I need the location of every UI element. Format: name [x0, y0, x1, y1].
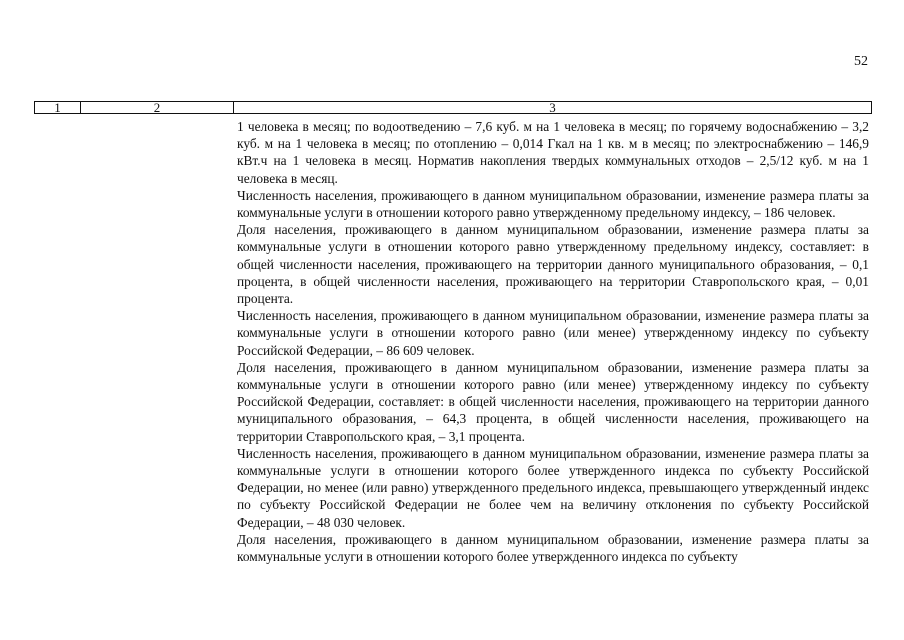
paragraph: Численность населения, проживающего в данном муниципальном образовании, изменение размера платы за коммунальные услуги в отношении которого равно утвержденному предельному индексу, – 186 человек. — [237, 187, 869, 221]
paragraph: Численность населения, проживающего в данном муниципальном образовании, изменение размера платы за коммунальные услуги в отношении которого более утвержденного индекса по субъекту Российской Федерации, но менее (или равно) утвержденного предельного индекса, превышающего утвержденный индекс по субъекту Российской Федерации не более чем на величину отклонения по субъекту Российской Федерации, – 48 030 человек. — [237, 445, 869, 530]
paragraph: Доля населения, проживающего в данном муниципальном образовании, изменение размера платы за коммунальные услуги в отношении которого более утвержденного индекса по субъекту — [237, 531, 869, 565]
paragraph: Доля населения, проживающего в данном муниципальном образовании, изменение размера платы за коммунальные услуги в отношении которого равно утвержденному предельному индексу, составляет: в общей численности населения, проживающего на территории данного муниципального образования, – 0,1 процента, в общей численности населения, проживающего на территории Ставропольского края, – 0,01 процента. — [237, 222, 869, 307]
table-header-col-3: 3 — [233, 102, 871, 113]
paragraph: Численность населения, проживающего в данном муниципальном образовании, изменение размера платы за коммунальные услуги в отношении которого равно (или менее) утвержденному индексу по субъекту Российской Федерации, – 86 609 человек. — [237, 308, 869, 358]
table-header-row — [34, 101, 872, 114]
page-number: 52 — [854, 54, 868, 69]
table-header-col-1: 1 — [54, 100, 61, 115]
paragraph: 1 человека в месяц; по водоотведению – 7,6 куб. м на 1 человека в месяц; по горячему водоснабжению – 3,2 куб. м на 1 человека в месяц; по отоплению – 0,014 Гкал на 1 кв. м в месяц; по электроснабжению – 146,9 кВт.ч на 1 человека в месяц. Норматив накопления твердых коммунальных отходов – 2,5/12 куб. м на 1 человека в месяц. — [237, 119, 869, 186]
paragraph: Доля населения, проживающего в данном муниципальном образовании, изменение размера платы за коммунальные услуги в отношении которого равно (или менее) утвержденному индексу по субъекту Российской Федерации, составляет: в общей численности населения, проживающего на территории данного муниципального образования, – 64,3 процента, в общей численности населения, проживающего на территории Ставропольского края, – 3,1 процента. — [237, 359, 869, 444]
document-body — [237, 118, 869, 565]
table-header-col-2: 2 — [80, 102, 233, 113]
